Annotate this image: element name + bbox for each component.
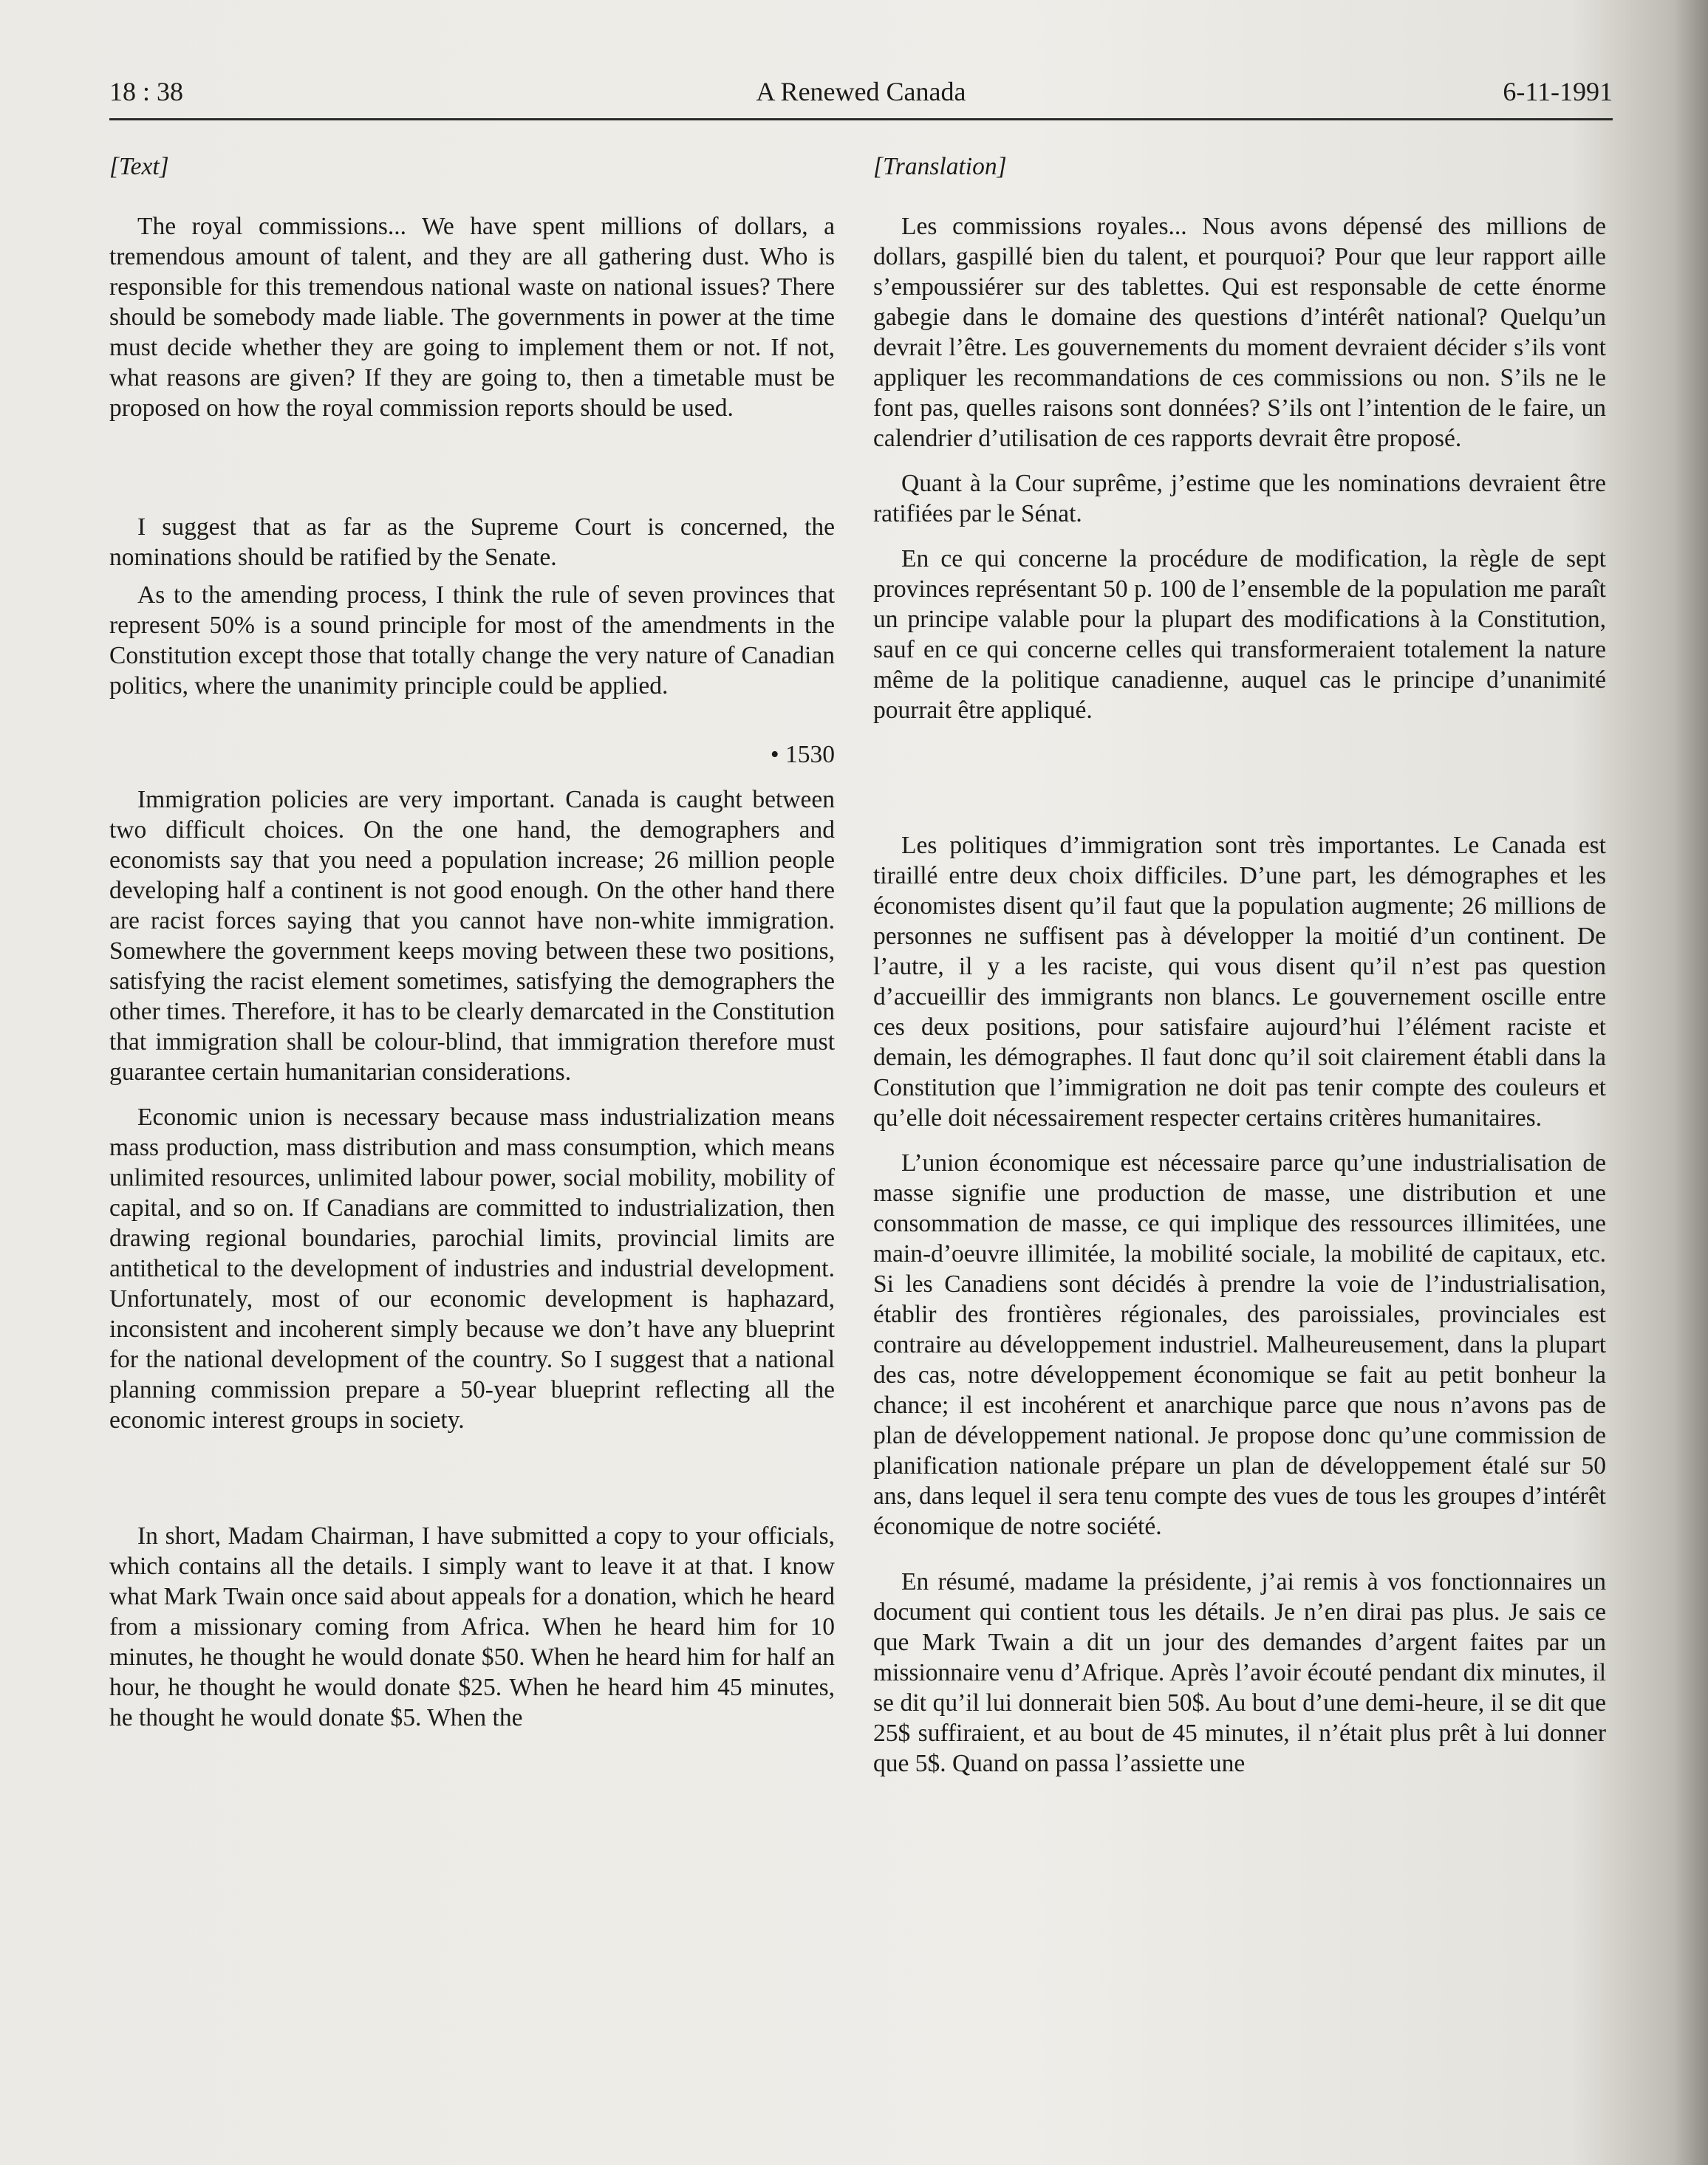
english-column: [109, 145, 835, 1733]
paragraph-commissions-royales: Les commissions royales... Nous avons dépensé des millions de dollars, gaspillé bien du talent, et pourquoi? Pour que leur rapport aille s’empoussiérer sur des tablettes. Qui est responsable de cette énorme gabegie dans le domaine des questions d’intérêt national? Quelqu’un devrait l’être. Les gouvernements du moment devraient décider s’ils vont appliquer les recommandations de ces commissions ou non. S’ils ne le font pas, quelles raisons sont données? S’ils ont l’intention de le faire, un calendrier d’utilisation de ces rapports devrait être proposé.: [873, 213, 1606, 452]
paragraph-cour-supreme: Quant à la Cour suprême, j’estime que les nominations devraient être ratifiées par le Sénat.: [873, 470, 1606, 527]
translation-label: [Translation]: [873, 153, 1007, 180]
text-label: [Text]: [109, 153, 169, 180]
page-number: 18 : 38: [109, 77, 184, 106]
paragraph-supreme-court: I suggest that as far as the Supreme Court is concerned, the nominations should be ratified by the Senate.: [109, 513, 835, 571]
page-header: [109, 72, 1613, 120]
paragraph-immigration: Immigration policies are very important. Canada is caught between two difficult choices. On the one hand, the demographers and economists say that you need a population increase; 26 million people developing half a continent is not good enough. On the other hand there are racist forces saying that you cannot have non-white immigration. Somewhere the government keeps moving between these two positions, satisfying the racist element sometimes, satisfying the demographers the other times. Therefore, it has to be clearly demarcated in the Constitution that immigration shall be colour-blind, that immigration therefore must guarantee certain humanitarian considerations.: [109, 786, 835, 1086]
paragraph-conclusion: In short, Madam Chairman, I have submitted a copy to your officials, which contains all the details. I simply want to leave it at that. I know what Mark Twain once said about appeals for a donation, which he heard from a missionary coming from Africa. When he heard him for 10 minutes, he thought he would donate $50. When he heard him for half an hour, he thought he would donate $25. When he heard him 45 minutes, he thought he would donate $5. When the: [109, 1522, 835, 1731]
paragraph-immigration-fr: Les politiques d’immigration sont très importantes. Le Canada est tiraillé entre deux choix difficiles. D’une part, les démographes et les économistes disent qu’il faut que la population augmente; 26 millions de personnes ne suffisent pas à développer la moitié d’un continent. De l’autre, il y a les raciste, qui vous disent qu’il n’est pas question d’accueillir des immigrants non blancs. Le gouvernement oscille entre ces deux positions, pour satisfaire aujourd’hui l’élément raciste et demain, les démographes. Il faut donc qu’il soit clairement établi dans la Constitution que l’immigration ne doit pas tenir compte des couleurs et qu’elle doit nécessairement respecter certains critères humanitaires.: [873, 832, 1606, 1132]
paragraph-resume: En résumé, madame la présidente, j’ai remis à vos fonctionnaires un document qui contient tous les détails. Je n’en dirai pas plus. Je sais ce que Mark Twain a dit un jour des demandes d’argent faites par un missionnaire venu d’Afrique. Après l’avoir écouté pendant dix minutes, il se dit qu’il lui donnerait bien 50$. Au bout d’une demi-heure, il se dit que 25$ suffiraient, et au bout de 45 minutes, il n’était plus prêt à lui donner que 5$. Quand on passa l’assiette une: [873, 1568, 1606, 1777]
time-marker: • 1530: [770, 741, 835, 768]
paragraph-amending-process: As to the amending process, I think the rule of seven provinces that represent 50% is a sound principle for most of the amendments in the Constitution except those that totally change the very nature of Canadian politics, where the unanimity principle could be applied.: [109, 581, 835, 700]
paragraph-royal-commissions: The royal commissions... We have spent millions of dollars, a tremendous amount of talent, and they are all gathering dust. Who is responsible for this tremendous national waste on national issues? There should be somebody made liable. The governments in power at the time must decide whether they are going to implement them or not. If not, what reasons are given? If they are going to, then a timetable must be proposed on how the royal commission reports should be used.: [109, 213, 835, 422]
french-column: [873, 145, 1606, 1779]
paragraph-procedure-modification: En ce qui concerne la procédure de modification, la règle de sept provinces représentant 50 p. 100 de l’ensemble de la population me paraît un principe valable pour la plupart des modifications à la Constitution, sauf en ce qui concerne celles qui transformeraient totalement la nature même de la politique canadienne, auquel cas le principe d’unanimité pourrait être appliqué.: [873, 545, 1606, 724]
running-title: A Renewed Canada: [756, 77, 966, 106]
paragraph-union-economique: L’union économique est nécessaire parce qu’une industrialisation de masse signifie une production de masse, une distribution et une consommation de masse, ce qui implique des ressources illimitées, une main-d’oeuvre illimitée, la mobilité sociale, la mobilité de capitaux, etc. Si les Canadiens sont décidés à prendre la voie de l’industrialisation, établir des frontières régionales, des paroissiales, provinciales est contraire au développement industriel. Malheureusement, dans la plupart des cas, notre développement économique se fait au petit bonheur la chance; il est incohérent et anarchique parce que nous n’avons pas de plan de développement national. Je propose donc qu’une commission de planification nationale prépare un plan de développement étalé sur 50 ans, dans lequel il sera tenu compte des vues de tous les groupes d’intérêt économique de notre société.: [873, 1149, 1606, 1540]
paragraph-economic-union: Economic union is necessary because mass industrialization means mass production, mass distribution and mass consumption, which means unlimited resources, unlimited labour power, social mobility, mobility of capital, and so on. If Canadians are committed to industrialization, then drawing regional boundaries, parochial limits, provincial limits are antithetical to the development of industries and industrial development. Unfortunately, most of our economic development is haphazard, inconsistent and incoherent simply because we don’t have any blueprint for the national development of the country. So I suggest that a national planning commission prepare a 50-year blueprint reflecting all the economic interest groups in society.: [109, 1104, 835, 1434]
issue-date: 6-11-1991: [1503, 77, 1613, 106]
